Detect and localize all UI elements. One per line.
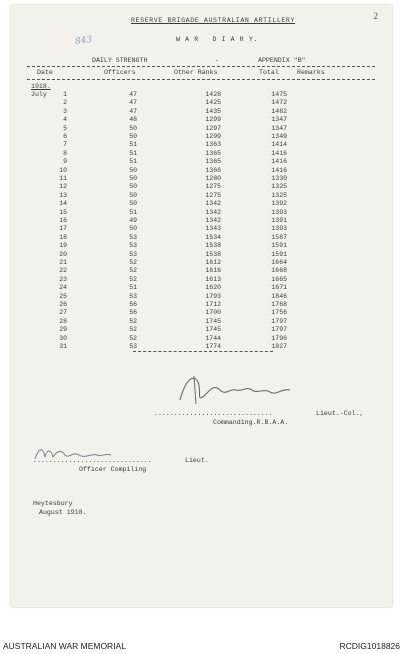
row-officers: 53: [129, 250, 137, 258]
row-other-ranks: 1744: [205, 334, 221, 342]
row-date: 29: [59, 326, 67, 334]
row-other-ranks: 1793: [205, 292, 221, 300]
row-other-ranks: 1275: [205, 191, 221, 199]
row-date: 6: [63, 133, 67, 140]
table-row: [11, 309, 392, 318]
row-date: 20: [59, 250, 67, 258]
row-date: 12: [59, 183, 67, 191]
row-other-ranks: 1365: [205, 149, 221, 157]
row-other-ranks: 1616: [205, 267, 221, 275]
war-diary-title: W A R D I A R Y.: [176, 36, 259, 43]
row-officers: 51: [129, 158, 137, 166]
table-row: [11, 91, 392, 100]
row-total: 1391: [271, 217, 287, 224]
row-officers: 53: [129, 292, 137, 300]
row-officers: 56: [129, 309, 137, 317]
row-officers: 51: [129, 141, 137, 149]
month-label: July: [31, 91, 47, 98]
row-date: 28: [59, 317, 67, 325]
table-row: [11, 301, 392, 310]
row-date: 7: [63, 141, 67, 149]
table-row: [11, 251, 392, 260]
row-officers: 52: [129, 267, 137, 275]
row-total: 1416: [271, 158, 287, 166]
row-date: 5: [63, 124, 67, 132]
row-total: 1756: [271, 309, 287, 317]
row-officers: 50: [129, 225, 137, 233]
table-row: [11, 209, 392, 218]
row-total: 1349: [271, 133, 287, 140]
row-officers: 52: [129, 275, 137, 283]
column-header-officers: Officers: [104, 69, 136, 76]
row-total: 1475: [271, 91, 287, 98]
page-number: 2: [373, 11, 378, 21]
row-officers: 48: [129, 116, 137, 124]
unit-title: RESERVE BRIGADE AUSTRALIAN ARTILLERY: [131, 17, 296, 24]
row-total: 1414: [271, 141, 287, 149]
column-header-remarks: Remarks: [297, 69, 325, 76]
subtitle-daily-strength: DAILY STRENGTH: [92, 57, 148, 64]
row-other-ranks: 1428: [205, 91, 221, 98]
row-other-ranks: 1425: [205, 99, 221, 107]
row-other-ranks: 1366: [205, 166, 221, 174]
table-row: [11, 99, 392, 108]
table-row: [11, 267, 392, 276]
row-date: 25: [59, 292, 67, 300]
table-row: [11, 167, 392, 176]
row-officers: 50: [129, 200, 137, 208]
row-total: 1325: [271, 183, 287, 191]
row-total: 1797: [271, 317, 287, 325]
row-date: 9: [63, 158, 67, 166]
row-total: 1797: [271, 326, 287, 334]
table-row: [11, 326, 392, 335]
officer-dots: ..............................: [33, 457, 152, 464]
row-officers: 50: [129, 191, 137, 199]
pencil-annotation: 843: [74, 34, 93, 48]
row-officers: 47: [129, 107, 137, 115]
document-page: [11, 5, 392, 607]
row-total: 1587: [271, 233, 287, 241]
table-row: [11, 158, 392, 167]
row-date: 13: [59, 191, 67, 199]
row-other-ranks: 1700: [205, 309, 221, 317]
row-officers: 52: [129, 317, 137, 325]
row-officers: 49: [129, 217, 137, 224]
year-label: 1918.: [31, 83, 51, 90]
row-officers: 51: [129, 208, 137, 216]
row-total: 1347: [271, 116, 287, 124]
row-total: 1668: [271, 267, 287, 275]
row-other-ranks: 1297: [205, 124, 221, 132]
row-date: 8: [63, 149, 67, 157]
date-label: August 1918.: [39, 509, 87, 516]
row-total: 1768: [271, 301, 287, 308]
table-row: [11, 116, 392, 125]
row-total: 1416: [271, 149, 287, 157]
row-date: 18: [59, 233, 67, 241]
table-row: [11, 318, 392, 327]
commander-dots: ..............................: [154, 410, 273, 417]
row-officers: 53: [129, 233, 137, 241]
row-other-ranks: 1365: [205, 158, 221, 166]
table-row: [11, 141, 392, 150]
row-other-ranks: 1612: [205, 259, 221, 266]
row-officers: 51: [129, 149, 137, 157]
subtitle-dash: -: [215, 57, 219, 64]
table-row: [11, 242, 392, 251]
table-row: [11, 125, 392, 134]
row-other-ranks: 1538: [205, 242, 221, 250]
table-end-rule: [133, 351, 273, 352]
row-other-ranks: 1275: [205, 183, 221, 191]
table-row: [11, 259, 392, 268]
row-date: 4: [63, 116, 67, 124]
row-date: 1: [63, 91, 67, 98]
row-total: 1347: [271, 124, 287, 132]
table-row: [11, 175, 392, 184]
row-date: 30: [59, 334, 67, 342]
row-date: 2: [63, 99, 67, 107]
column-header-date: Date: [37, 69, 53, 76]
row-total: 1393: [271, 208, 287, 216]
row-total: 1591: [271, 242, 287, 250]
row-other-ranks: 1774: [205, 343, 221, 350]
row-other-ranks: 1435: [205, 107, 221, 115]
header-rule-top: [27, 66, 375, 67]
row-date: 19: [59, 242, 67, 250]
table-row: [11, 293, 392, 302]
row-other-ranks: 1620: [205, 284, 221, 292]
row-other-ranks: 1613: [205, 275, 221, 283]
row-officers: 53: [129, 242, 137, 250]
row-other-ranks: 1712: [205, 301, 221, 308]
row-date: 21: [59, 259, 67, 266]
row-other-ranks: 1534: [205, 233, 221, 241]
row-date: 26: [59, 301, 67, 308]
row-officers: 52: [129, 259, 137, 266]
table-row: [11, 217, 392, 226]
row-other-ranks: 1342: [205, 217, 221, 224]
row-other-ranks: 1745: [205, 317, 221, 325]
row-other-ranks: 1342: [205, 200, 221, 208]
row-date: 16: [59, 217, 67, 224]
table-row: [11, 234, 392, 243]
commander-title: Commanding.R.B.A.A.: [213, 419, 289, 426]
row-other-ranks: 1363: [205, 141, 221, 149]
footer-record-id: RCDIG1018826: [339, 641, 400, 651]
table-row: [11, 200, 392, 209]
table-row: [11, 183, 392, 192]
table-row: [11, 225, 392, 234]
row-officers: 50: [129, 175, 137, 182]
table-row: [11, 192, 392, 201]
row-date: 27: [59, 309, 67, 317]
row-total: 1472: [271, 99, 287, 107]
row-date: 31: [59, 343, 67, 350]
officer-title: Officer Compiling: [79, 466, 147, 473]
row-officers: 50: [129, 183, 137, 191]
row-total: 1591: [271, 250, 287, 258]
row-date: 23: [59, 275, 67, 283]
row-other-ranks: 1342: [205, 208, 221, 216]
row-total: 1671: [271, 284, 287, 292]
row-date: 3: [63, 107, 67, 115]
appendix-label: APPENDIX "B": [258, 57, 306, 64]
row-total: 1482: [271, 107, 287, 115]
row-officers: 56: [129, 301, 137, 308]
row-date: 15: [59, 208, 67, 216]
row-officers: 50: [129, 166, 137, 174]
row-date: 22: [59, 267, 67, 275]
row-total: 1827: [271, 343, 287, 350]
row-other-ranks: 1299: [205, 116, 221, 124]
header-rule-bottom: [27, 79, 375, 80]
row-total: 1392: [271, 200, 287, 208]
row-date: 10: [59, 166, 67, 174]
row-total: 1325: [271, 191, 287, 199]
column-header-other-ranks: Other Ranks: [174, 69, 218, 76]
column-header-total: Total: [259, 69, 279, 76]
officer-rank: Lieut.: [185, 457, 209, 464]
row-officers: 50: [129, 124, 137, 132]
row-date: 11: [59, 175, 67, 182]
row-officers: 47: [129, 99, 137, 107]
row-total: 1665: [271, 275, 287, 283]
row-officers: 53: [129, 343, 137, 350]
row-total: 1416: [271, 166, 287, 174]
row-total: 1330: [271, 175, 287, 182]
row-officers: 47: [129, 91, 137, 98]
table-row: [11, 335, 392, 344]
commanding-officer-signature: [176, 370, 296, 410]
row-total: 1796: [271, 334, 287, 342]
row-other-ranks: 1280: [205, 175, 221, 182]
row-date: 24: [59, 284, 67, 292]
row-other-ranks: 1299: [205, 133, 221, 140]
row-other-ranks: 1745: [205, 326, 221, 334]
table-row: [11, 108, 392, 117]
row-total: 1846: [271, 292, 287, 300]
row-officers: 50: [129, 133, 137, 140]
table-row: [11, 276, 392, 285]
table-row: [11, 284, 392, 293]
row-date: 14: [59, 200, 67, 208]
row-other-ranks: 1538: [205, 250, 221, 258]
table-row: [11, 133, 392, 142]
table-row: [11, 150, 392, 159]
row-total: 1393: [271, 225, 287, 233]
place-label: Heytesbury: [33, 500, 73, 507]
commander-rank: Lieut.-Col.,: [316, 410, 364, 417]
row-date: 17: [59, 225, 67, 233]
row-total: 1664: [271, 259, 287, 266]
row-other-ranks: 1343: [205, 225, 221, 233]
row-officers: 52: [129, 334, 137, 342]
row-officers: 52: [129, 326, 137, 334]
row-officers: 51: [129, 284, 137, 292]
footer-institution: AUSTRALIAN WAR MEMORIAL: [3, 641, 126, 651]
